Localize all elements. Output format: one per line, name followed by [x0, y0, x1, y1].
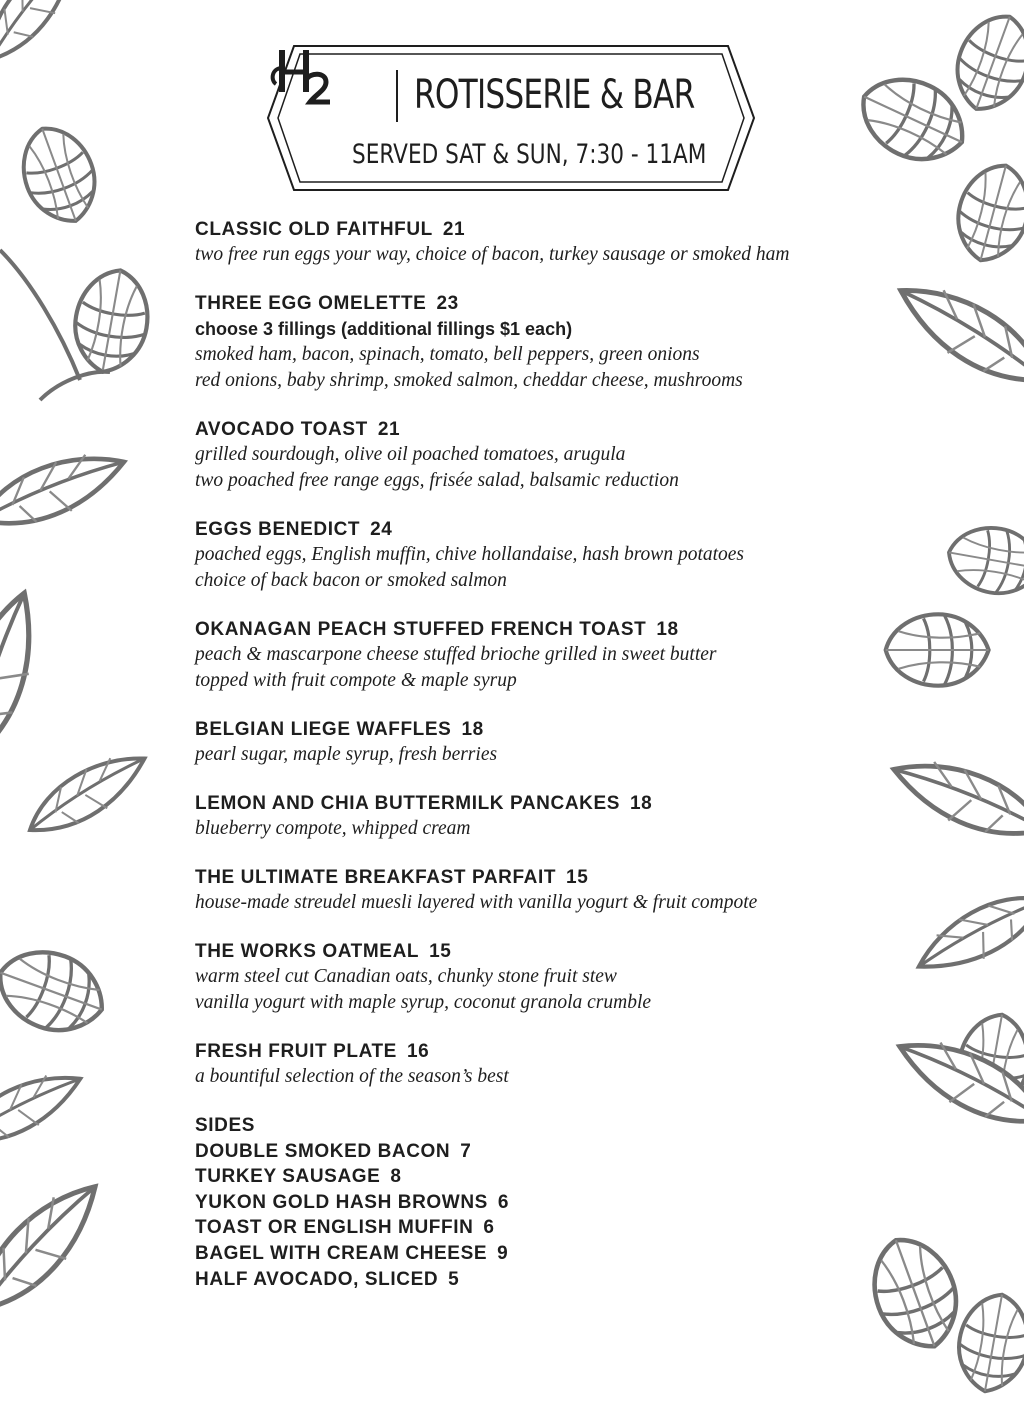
item-price: 16 [406, 1041, 430, 1062]
item-title [195, 791, 875, 816]
header-banner [266, 44, 756, 192]
menu-list [195, 217, 875, 1292]
item-name: AVOCADO TOAST [195, 419, 368, 440]
item-description: pearl sugar, maple syrup, fresh berries [195, 744, 498, 765]
item-description: warm steel cut Canadian oats, chunky stone fruit stew [195, 966, 617, 987]
item-description: vanilla yogurt with maple syrup, coconut granola crumble [195, 992, 652, 1013]
side-item [195, 1190, 875, 1216]
side-name: HALF AVOCADO, SLICED [195, 1268, 439, 1290]
side-name: YUKON GOLD HASH BROWNS [195, 1191, 488, 1213]
item-description: poached eggs, English muffin, chive hollandaise, hash brown potatoes [195, 544, 745, 565]
item-description: choice of back bacon or smoked salmon [195, 570, 507, 591]
item-price: 21 [442, 219, 466, 240]
menu-item [195, 865, 875, 916]
item-price: 15 [566, 867, 589, 888]
item-description: house-made streudel muesli layered with vanilla yogurt & fruit compote [195, 892, 758, 913]
item-name: LEMON AND CHIA BUTTERMILK PANCAKES [195, 793, 621, 814]
menu-item [195, 791, 875, 842]
item-note: choose 3 fillings (additional fillings $1 each) [195, 319, 573, 339]
item-price: 21 [377, 419, 401, 440]
brand-name: ROTISSERIE & BAR [414, 72, 695, 118]
item-description: a bountiful selection of the season’s best [195, 1066, 509, 1087]
h2-logo-icon [266, 44, 336, 106]
item-title [195, 417, 875, 442]
item-name: THE ULTIMATE BREAKFAST PARFAIT [195, 867, 557, 888]
menu-item [195, 417, 875, 494]
item-title [195, 617, 875, 642]
item-title [195, 717, 875, 742]
side-price: 9 [497, 1242, 509, 1264]
item-name: OKANAGAN PEACH STUFFED FRENCH TOAST [195, 619, 647, 640]
menu-item [195, 939, 875, 1016]
item-price: 15 [429, 941, 452, 962]
item-name: BELGIAN LIEGE WAFFLES [195, 719, 452, 740]
item-price: 18 [461, 719, 484, 740]
menu-item [195, 1039, 875, 1090]
side-item [195, 1164, 875, 1190]
logo-divider [396, 70, 398, 122]
side-price: 8 [390, 1166, 402, 1188]
item-description: red onions, baby shrimp, smoked salmon, cheddar cheese, mushrooms [195, 370, 743, 391]
item-description: smoked ham, bacon, spinach, tomato, bell peppers, green onions [195, 344, 700, 365]
menu-item [195, 291, 875, 394]
item-description: grilled sourdough, olive oil poached tomatoes, arugula [195, 444, 626, 465]
side-item [195, 1267, 875, 1293]
side-name: TURKEY SAUSAGE [195, 1166, 381, 1188]
item-description: blueberry compote, whipped cream [195, 818, 471, 839]
service-hours: SERVED SAT & SUN, 7:30 - 11AM [352, 139, 707, 170]
item-title [195, 1039, 875, 1064]
side-name: BAGEL WITH CREAM CHEESE [195, 1242, 488, 1264]
item-price: 24 [370, 519, 393, 540]
menu-item [195, 217, 875, 268]
menu-item [195, 517, 875, 594]
side-item [195, 1241, 875, 1267]
menu-item [195, 617, 875, 694]
item-description: two poached free range eggs, frisée salad, balsamic reduction [195, 470, 679, 491]
sides-heading: SIDES [195, 1115, 256, 1136]
hop-illustration-left [0, 0, 170, 1408]
side-item [195, 1215, 875, 1241]
item-price: 23 [436, 293, 459, 314]
side-price: 7 [460, 1140, 472, 1162]
item-title [195, 517, 875, 542]
side-name: DOUBLE SMOKED BACON [195, 1140, 451, 1162]
side-price: 6 [483, 1217, 495, 1239]
item-description: two free run eggs your way, choice of bacon, turkey sausage or smoked ham [195, 244, 790, 265]
side-item [195, 1139, 875, 1165]
side-price: 5 [448, 1268, 460, 1290]
side-name: TOAST OR ENGLISH MUFFIN [195, 1217, 474, 1239]
sides-section [195, 1113, 875, 1292]
item-title [195, 865, 875, 890]
item-price: 18 [630, 793, 653, 814]
menu-item [195, 717, 875, 768]
item-description: peach & mascarpone cheese stuffed brioche grilled in sweet butter [195, 644, 717, 665]
item-title [195, 939, 875, 964]
item-name: THE WORKS OATMEAL [195, 941, 420, 962]
item-title [195, 291, 875, 316]
item-price: 18 [656, 619, 679, 640]
item-description: topped with fruit compote & maple syrup [195, 670, 517, 691]
item-name: FRESH FRUIT PLATE [195, 1041, 397, 1062]
item-title [195, 217, 875, 242]
item-name: CLASSIC OLD FAITHFUL [195, 219, 433, 240]
item-name: EGGS BENEDICT [195, 519, 361, 540]
side-price: 6 [497, 1191, 510, 1213]
item-name: THREE EGG OMELETTE [195, 293, 427, 314]
